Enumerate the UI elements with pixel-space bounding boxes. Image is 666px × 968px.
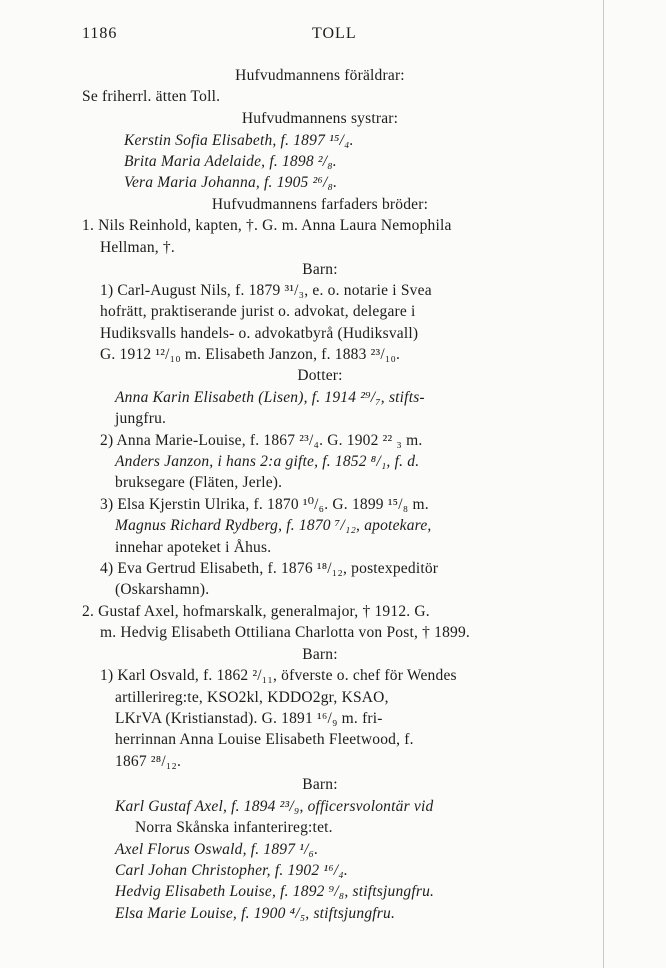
section-heading: Hufvudmannens föräldrar:	[235, 67, 405, 84]
text-line: hofrätt, praktiserande jurist o. advokat, delegare i	[100, 303, 416, 320]
text-line: (Oskarshamn).	[115, 581, 210, 598]
text-line: LKrVA (Kristianstad). G. 1891 ¹⁶/₉ m. fri-	[115, 710, 383, 727]
text-line: 4) Eva Gertrud Elisabeth, f. 1876 ¹⁸/₁₂, postexpeditör	[100, 560, 439, 577]
running-head: TOLL	[312, 25, 357, 42]
text-line: 1. Nils Reinhold, kapten, †. G. m. Anna Laura Nemophila	[82, 217, 452, 234]
text-line: Magnus Richard Rydberg, f. 1870 ⁷/₁₂, apotekare,	[115, 517, 432, 534]
text-line: Anna Karin Elisabeth (Lisen), f. 1914 ²⁹/₇, stifts-	[115, 389, 425, 406]
text-line: Axel Florus Oswald, f. 1897 ¹/₆.	[115, 841, 319, 858]
text-line: bruksegare (Fläten, Jerle).	[115, 474, 283, 491]
text-line: Hedvig Elisabeth Louise, f. 1892 ⁹/₈, stiftsjungfru.	[115, 883, 435, 900]
text-line: Elsa Marie Louise, f. 1900 ⁴/₅, stiftsjungfru.	[115, 905, 396, 922]
text-line: Kerstin Sofia Elisabeth, f. 1897 ¹⁵/₄.	[124, 132, 354, 149]
text-line: Anders Janzon, i hans 2:a gifte, f. 1852 ⁸/₁, f. d.	[115, 453, 420, 470]
section-heading: Hufvudmannens farfaders bröder:	[211, 196, 429, 213]
text-line: Se friherrl. ätten Toll.	[82, 88, 221, 105]
text-line: Brita Maria Adelaide, f. 1898 ²/₈.	[124, 153, 337, 170]
section-heading: Barn:	[302, 646, 338, 663]
text-line: 3) Elsa Kjerstin Ulrika, f. 1870 ¹⁰/₆. G. 1899 ¹⁵/₈ m.	[100, 496, 429, 513]
text-line: 1) Karl Osvald, f. 1862 ²/₁₁, öfverste o. chef för Wendes	[100, 667, 457, 684]
text-line: 2. Gustaf Axel, hofmarskalk, generalmajor, † 1912. G.	[82, 603, 430, 620]
text-line: 1867 ²⁸/₁₂.	[115, 753, 182, 770]
text-line: jungfru.	[115, 410, 167, 427]
text-line: innehar apoteket i Åhus.	[115, 539, 272, 556]
section-heading: Dotter:	[297, 367, 343, 384]
text-line: m. Hedvig Elisabeth Ottiliana Charlotta von Post, † 1899.	[100, 624, 471, 641]
text-line: Vera Maria Johanna, f. 1905 ²⁶/₈.	[124, 174, 338, 191]
section-heading: Barn:	[302, 776, 338, 793]
text-line: G. 1912 ¹²/₁₀ m. Elisabeth Janzon, f. 1883 ²³/₁₀.	[100, 346, 401, 363]
text-line: artillerireg:te, KSO2kl, KDDO2gr, KSAO,	[115, 689, 389, 706]
text-line: Norra Skånska infanterireg:tet.	[135, 819, 333, 836]
text-line: 1) Carl-August Nils, f. 1879 ³¹/₃, e. o. notarie i Svea	[100, 282, 432, 299]
text-line: Hudiksvalls handels- o. advokatbyrå (Hudiksvall)	[100, 325, 419, 342]
text-line: Karl Gustaf Axel, f. 1894 ²³/₉, officersvolontär vid	[115, 798, 434, 815]
text-line: herrinnan Anna Louise Elisabeth Fleetwood, f.	[115, 731, 414, 748]
section-heading: Barn:	[302, 261, 338, 278]
section-heading: Hufvudmannens systrar:	[241, 110, 399, 127]
text-line: 2) Anna Marie-Louise, f. 1867 ²³/₄. G. 1902 ²² ₃ m.	[100, 432, 423, 449]
text-line: Carl Johan Christopher, f. 1902 ¹⁶/₄.	[115, 862, 348, 879]
text-line: Hellman, †.	[100, 239, 175, 256]
page-number: 1186	[82, 25, 118, 42]
page-edge	[603, 0, 604, 968]
